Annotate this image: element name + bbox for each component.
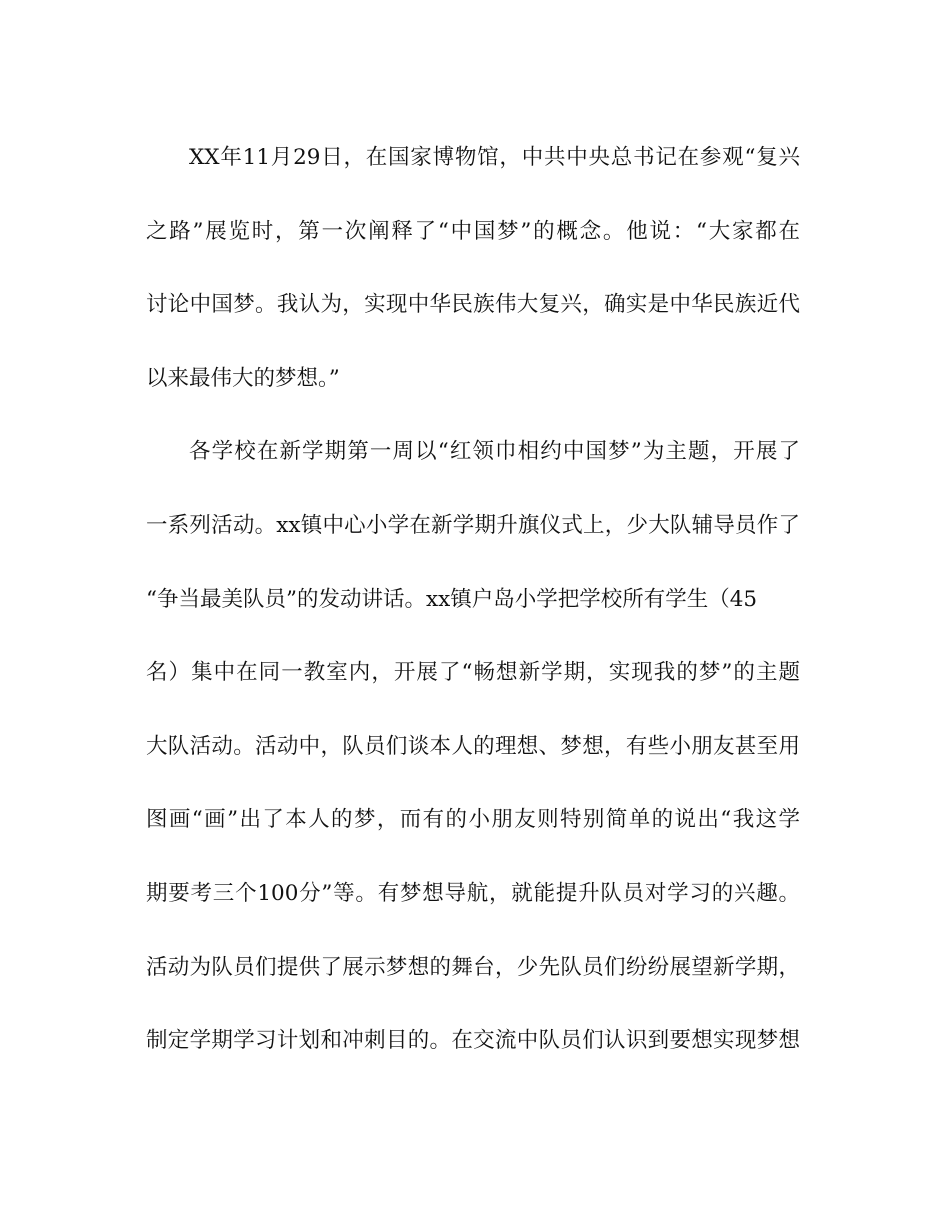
text-line: 制定学期学习计划和冲刺目的。在交流中队员们认识到要想实现梦想 — [146, 1028, 800, 1054]
text-line: 图画“画”出了本人的梦，而有的小朋友则特别简单的说出“我这学 — [146, 807, 800, 833]
text-line: 期要考三个100分”等。有梦想导航，就能提升队员对学习的兴趣。 — [146, 880, 800, 906]
text-line: XX年11月29日，在国家博物馆，中共中央总书记在参观“复兴 — [189, 145, 800, 170]
paragraph-2 — [146, 434, 800, 1059]
text-line: 名）集中在同一教室内，开展了“畅想新学期，实现我的梦”的主题 — [146, 660, 800, 686]
text-line: 之路”展览时，第一次阐释了“中国梦”的概念。他说：“大家都在 — [146, 218, 800, 244]
paragraph-1 — [146, 140, 800, 397]
text-line: 活动为队员们提供了展示梦想的舞台，少先队员们纷纷展望新学期， — [146, 954, 800, 980]
text-line: 大队活动。活动中，队员们谈本人的理想、梦想，有些小朋友甚至用 — [146, 733, 800, 759]
text-line: 一系列活动。xx镇中心小学在新学期升旗仪式上，少大队辅导员作了 — [146, 512, 800, 538]
document-body — [146, 140, 800, 1097]
text-line: 以来最伟大的梦想。” — [146, 365, 340, 391]
text-line: 讨论中国梦。我认为，实现中华民族伟大复兴，确实是中华民族近代 — [146, 292, 800, 318]
text-line: “争当最美队员”的发动讲话。xx镇户岛小学把学校所有学生（45 — [146, 586, 758, 612]
text-line: 各学校在新学期第一周以“红领巾相约中国梦”为主题，开展了 — [189, 439, 800, 465]
